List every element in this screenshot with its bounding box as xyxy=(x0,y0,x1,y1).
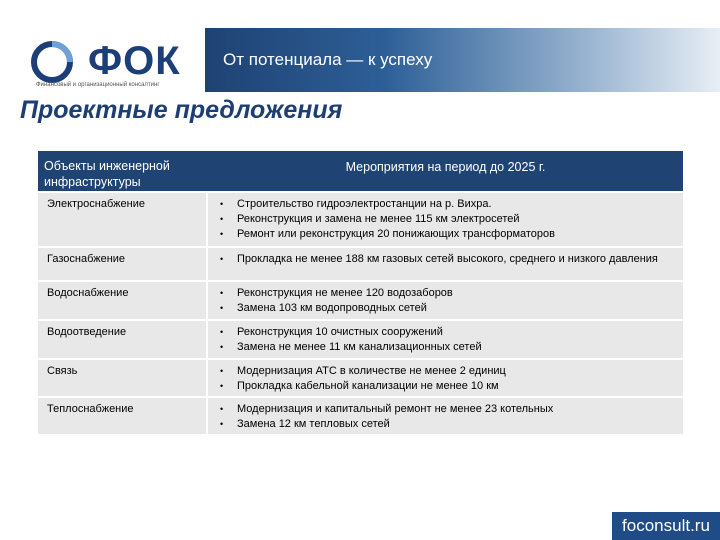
list-item xyxy=(220,340,677,355)
row-object: Электроснабжение xyxy=(38,193,208,246)
table-row xyxy=(38,398,683,436)
proposals-table xyxy=(38,151,683,436)
list-item xyxy=(220,227,677,242)
bullet-icon: • xyxy=(220,303,224,313)
list-item xyxy=(220,379,677,394)
column-header-measures: Мероприятия на период до 2025 г. xyxy=(345,160,546,174)
list-item-text: Строительство гидроэлектростанции на р. Вихра. xyxy=(237,198,492,210)
list-item xyxy=(220,286,677,301)
list-item-text: Замена не менее 11 км канализационных сетей xyxy=(237,341,482,353)
table-row xyxy=(38,360,683,398)
list-item-text: Реконструкция и замена не менее 115 км электросетей xyxy=(237,213,520,225)
bullet-icon: • xyxy=(220,404,224,414)
bullet-icon: • xyxy=(220,366,224,376)
list-item-text: Модернизация и капитальный ремонт не менее 23 котельных xyxy=(237,403,554,415)
bullet-icon: • xyxy=(220,342,224,352)
list-item-text: Прокладка кабельной канализации не менее 10 км xyxy=(237,380,499,392)
logo-subtitle: Финансовый и организационный консалтинг xyxy=(36,82,160,88)
slogan-text: От потенциала — к успеху xyxy=(223,50,433,69)
bullet-icon: • xyxy=(220,199,224,209)
footer-site-link[interactable]: foconsult.ru xyxy=(612,512,720,540)
row-measures xyxy=(208,360,683,396)
column-header-objects xyxy=(38,151,208,191)
bullet-icon: • xyxy=(220,381,224,391)
row-measures xyxy=(208,282,683,319)
table-row xyxy=(38,248,683,282)
list-item-text: Ремонт или реконструкция 20 понижающих трансформаторов xyxy=(237,228,555,240)
list-item-text: Прокладка не менее 188 км газовых сетей высокого, среднего и низкого давления xyxy=(237,253,658,265)
list-item xyxy=(220,252,677,267)
list-item xyxy=(220,417,677,432)
bullet-icon: • xyxy=(220,229,224,239)
bullet-icon: • xyxy=(220,254,224,264)
list-item-text: Реконструкция не менее 120 водозаборов xyxy=(237,287,453,299)
row-measures xyxy=(208,193,683,246)
table-row xyxy=(38,321,683,360)
page-title: Проектные предложения xyxy=(20,96,343,124)
row-object: Теплоснабжение xyxy=(38,398,208,434)
list-item-text: Замена 12 км тепловых сетей xyxy=(237,418,390,430)
table-row xyxy=(38,282,683,321)
list-item-text: Модернизация АТС в количестве не менее 2 единиц xyxy=(237,365,506,377)
header xyxy=(0,0,720,92)
bullet-icon: • xyxy=(220,419,224,429)
list-item xyxy=(220,197,677,212)
row-measures xyxy=(208,398,683,434)
table-header xyxy=(38,151,683,193)
list-item xyxy=(220,325,677,340)
list-item-text: Замена 103 км водопроводных сетей xyxy=(237,302,427,314)
row-object: Связь xyxy=(38,360,208,396)
bullet-icon: • xyxy=(220,327,224,337)
table-row xyxy=(38,193,683,248)
list-item xyxy=(220,301,677,316)
row-measures xyxy=(208,321,683,358)
row-object: Газоснабжение xyxy=(38,248,208,280)
column-header-objects-text: Объекты инженерной инфраструктуры xyxy=(44,159,170,189)
logo-circle-icon xyxy=(30,40,86,84)
list-item-text: Реконструкция 10 очистных сооружений xyxy=(237,326,443,338)
logo-area xyxy=(0,28,205,92)
logo-text: ФОК xyxy=(88,39,181,83)
slogan-banner xyxy=(205,28,720,92)
row-object: Водоотведение xyxy=(38,321,208,358)
bullet-icon: • xyxy=(220,288,224,298)
bullet-icon: • xyxy=(220,214,224,224)
company-logo[interactable] xyxy=(30,38,180,90)
list-item xyxy=(220,402,677,417)
list-item xyxy=(220,212,677,227)
row-object: Водоснабжение xyxy=(38,282,208,319)
list-item xyxy=(220,364,677,379)
row-measures xyxy=(208,248,683,280)
